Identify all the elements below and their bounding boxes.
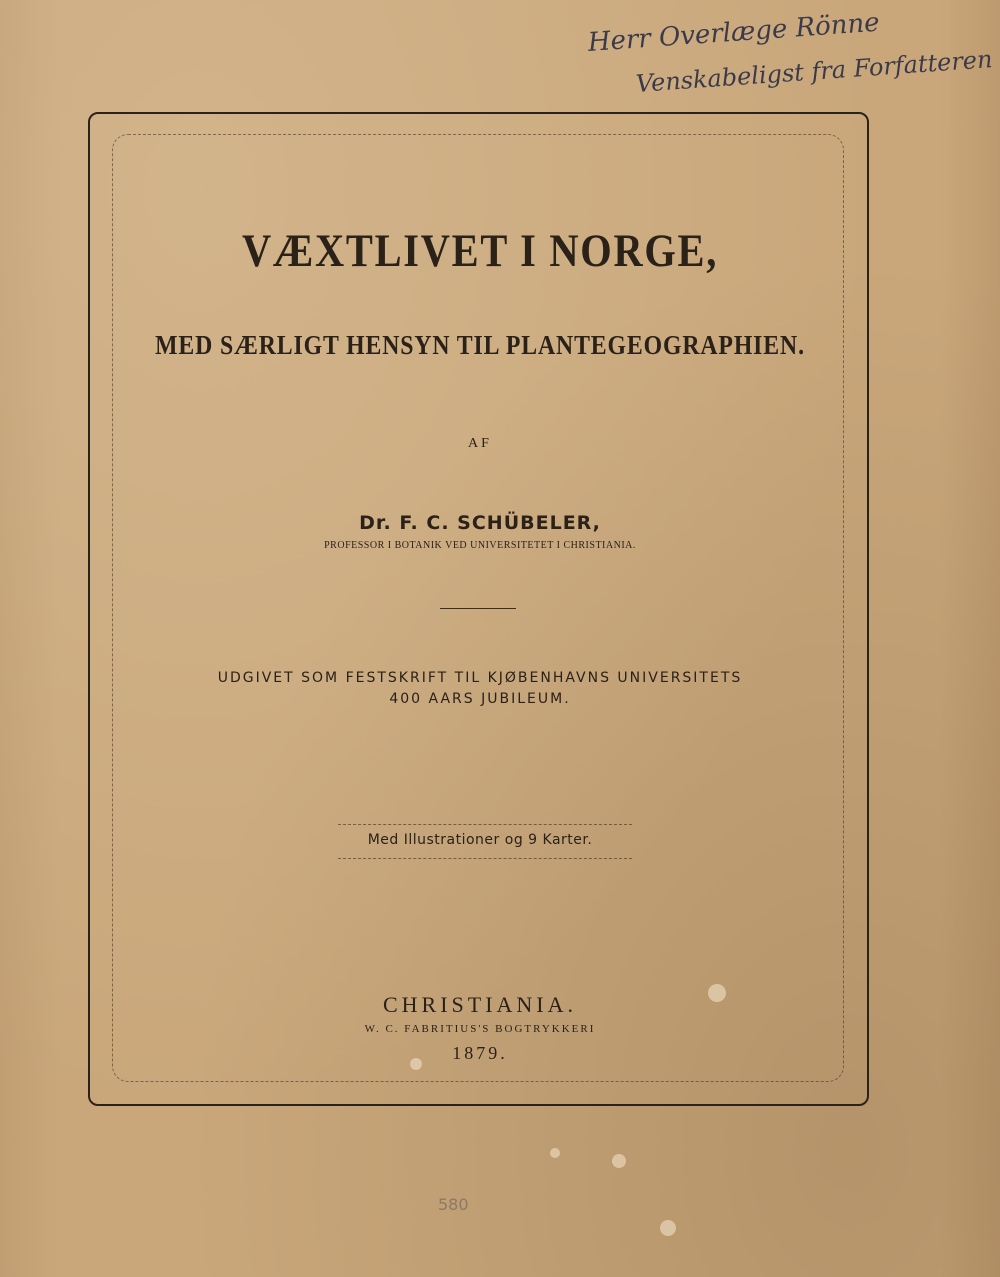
imprint-year: 1879. <box>452 1043 508 1063</box>
divider-rule <box>440 608 516 609</box>
illustrations-top-rule <box>338 824 632 825</box>
imprint-printer: W. C. FABRITIUS'S BOGTRYKKERI <box>364 1023 596 1035</box>
festskrift-line1: UDGIVET SOM FESTSKRIFT TIL KJØBENHAVNS UNIVERSITETS <box>217 670 743 686</box>
book-title: VÆXTLIVET I NORGE, <box>241 225 719 277</box>
pencil-shelf-mark: 580 <box>438 1195 469 1214</box>
imprint-city: CHRISTIANIA. <box>382 992 578 1017</box>
by-label: AF <box>468 436 492 451</box>
festskrift-note <box>0 668 960 710</box>
paper-spot <box>660 1220 676 1236</box>
illustrations-note: Med Illustrationer og 9 Karter. <box>367 832 593 848</box>
illustrations-bottom-rule <box>338 858 632 859</box>
author-affiliation: PROFESSOR I BOTANIK VED UNIVERSITETET I CHRISTIANIA. <box>324 540 636 551</box>
paper-spot <box>550 1148 560 1158</box>
handwritten-dedication-line1: Herr Overlæge Rönne <box>586 7 881 58</box>
author-name: Dr. F. C. SCHÜBELER, <box>359 512 601 534</box>
handwritten-dedication-line2: Venskabeligst fra Forfatteren <box>635 45 994 98</box>
paper-spot <box>708 984 726 1002</box>
paper-spot <box>612 1154 626 1168</box>
paper-spot <box>410 1058 422 1070</box>
festskrift-line2: 400 AARS JUBILEUM. <box>389 691 571 707</box>
book-subtitle: MED SÆRLIGT HENSYN TIL PLANTEGEOGRAPHIEN. <box>155 330 805 360</box>
